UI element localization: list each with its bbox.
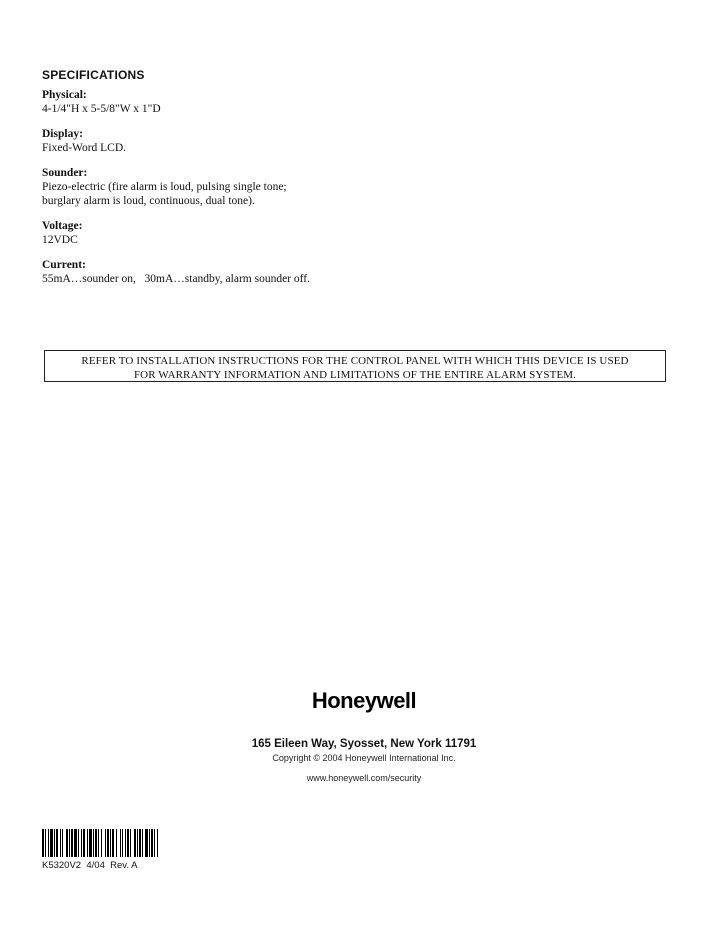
spec-label: Sounder: [42, 167, 88, 179]
spec-label: Display: [42, 128, 83, 140]
spec-line: Piezo-electric (fire alarm is loud, pulsing single tone; [42, 181, 287, 193]
spec-value [42, 102, 682, 116]
honeywell-logo: Honeywell [311, 688, 417, 713]
specifications-section [42, 68, 682, 297]
spec-current [42, 258, 682, 286]
spec-line: 4-1/4"H x 5-5/8"W x 1"D [42, 103, 161, 115]
spec-label: Physical: [42, 89, 87, 101]
spec-line: Fixed-Word LCD. [42, 142, 127, 154]
company-address: 165 Eileen Way, Syosset, New York 11791 [251, 738, 477, 750]
website-link[interactable]: www.honeywell.com/security [306, 773, 422, 783]
specifications-heading: SPECIFICATIONS [42, 68, 145, 82]
spec-line: 55mA…sounder on, 30mA…standby, alarm sounder off. [42, 273, 310, 285]
part-number: K5320V2 4/04 Rev. A [42, 860, 138, 871]
spec-value [42, 272, 682, 286]
spec-value [42, 180, 682, 208]
notice-line: REFER TO INSTALLATION INSTRUCTIONS FOR THE CONTROL PANEL WITH WHICH THIS DEVICE IS USED [81, 355, 629, 367]
spec-value [42, 141, 682, 155]
notice-line: FOR WARRANTY INFORMATION AND LIMITATIONS OF THE ENTIRE ALARM SYSTEM. [133, 369, 577, 381]
copyright-notice: Copyright © 2004 Honeywell International Inc. [272, 753, 456, 763]
spec-value [42, 233, 682, 247]
spec-physical [42, 88, 682, 116]
barcode-icon [42, 829, 202, 857]
spec-label: Current: [42, 259, 86, 271]
spec-display [42, 127, 682, 155]
spec-voltage [42, 219, 682, 247]
spec-line: 12VDC [42, 234, 78, 246]
warranty-notice-box [44, 350, 666, 382]
spec-sounder [42, 166, 682, 208]
spec-label: Voltage: [42, 220, 83, 232]
spec-line: burglary alarm is loud, continuous, dual tone). [42, 195, 255, 207]
